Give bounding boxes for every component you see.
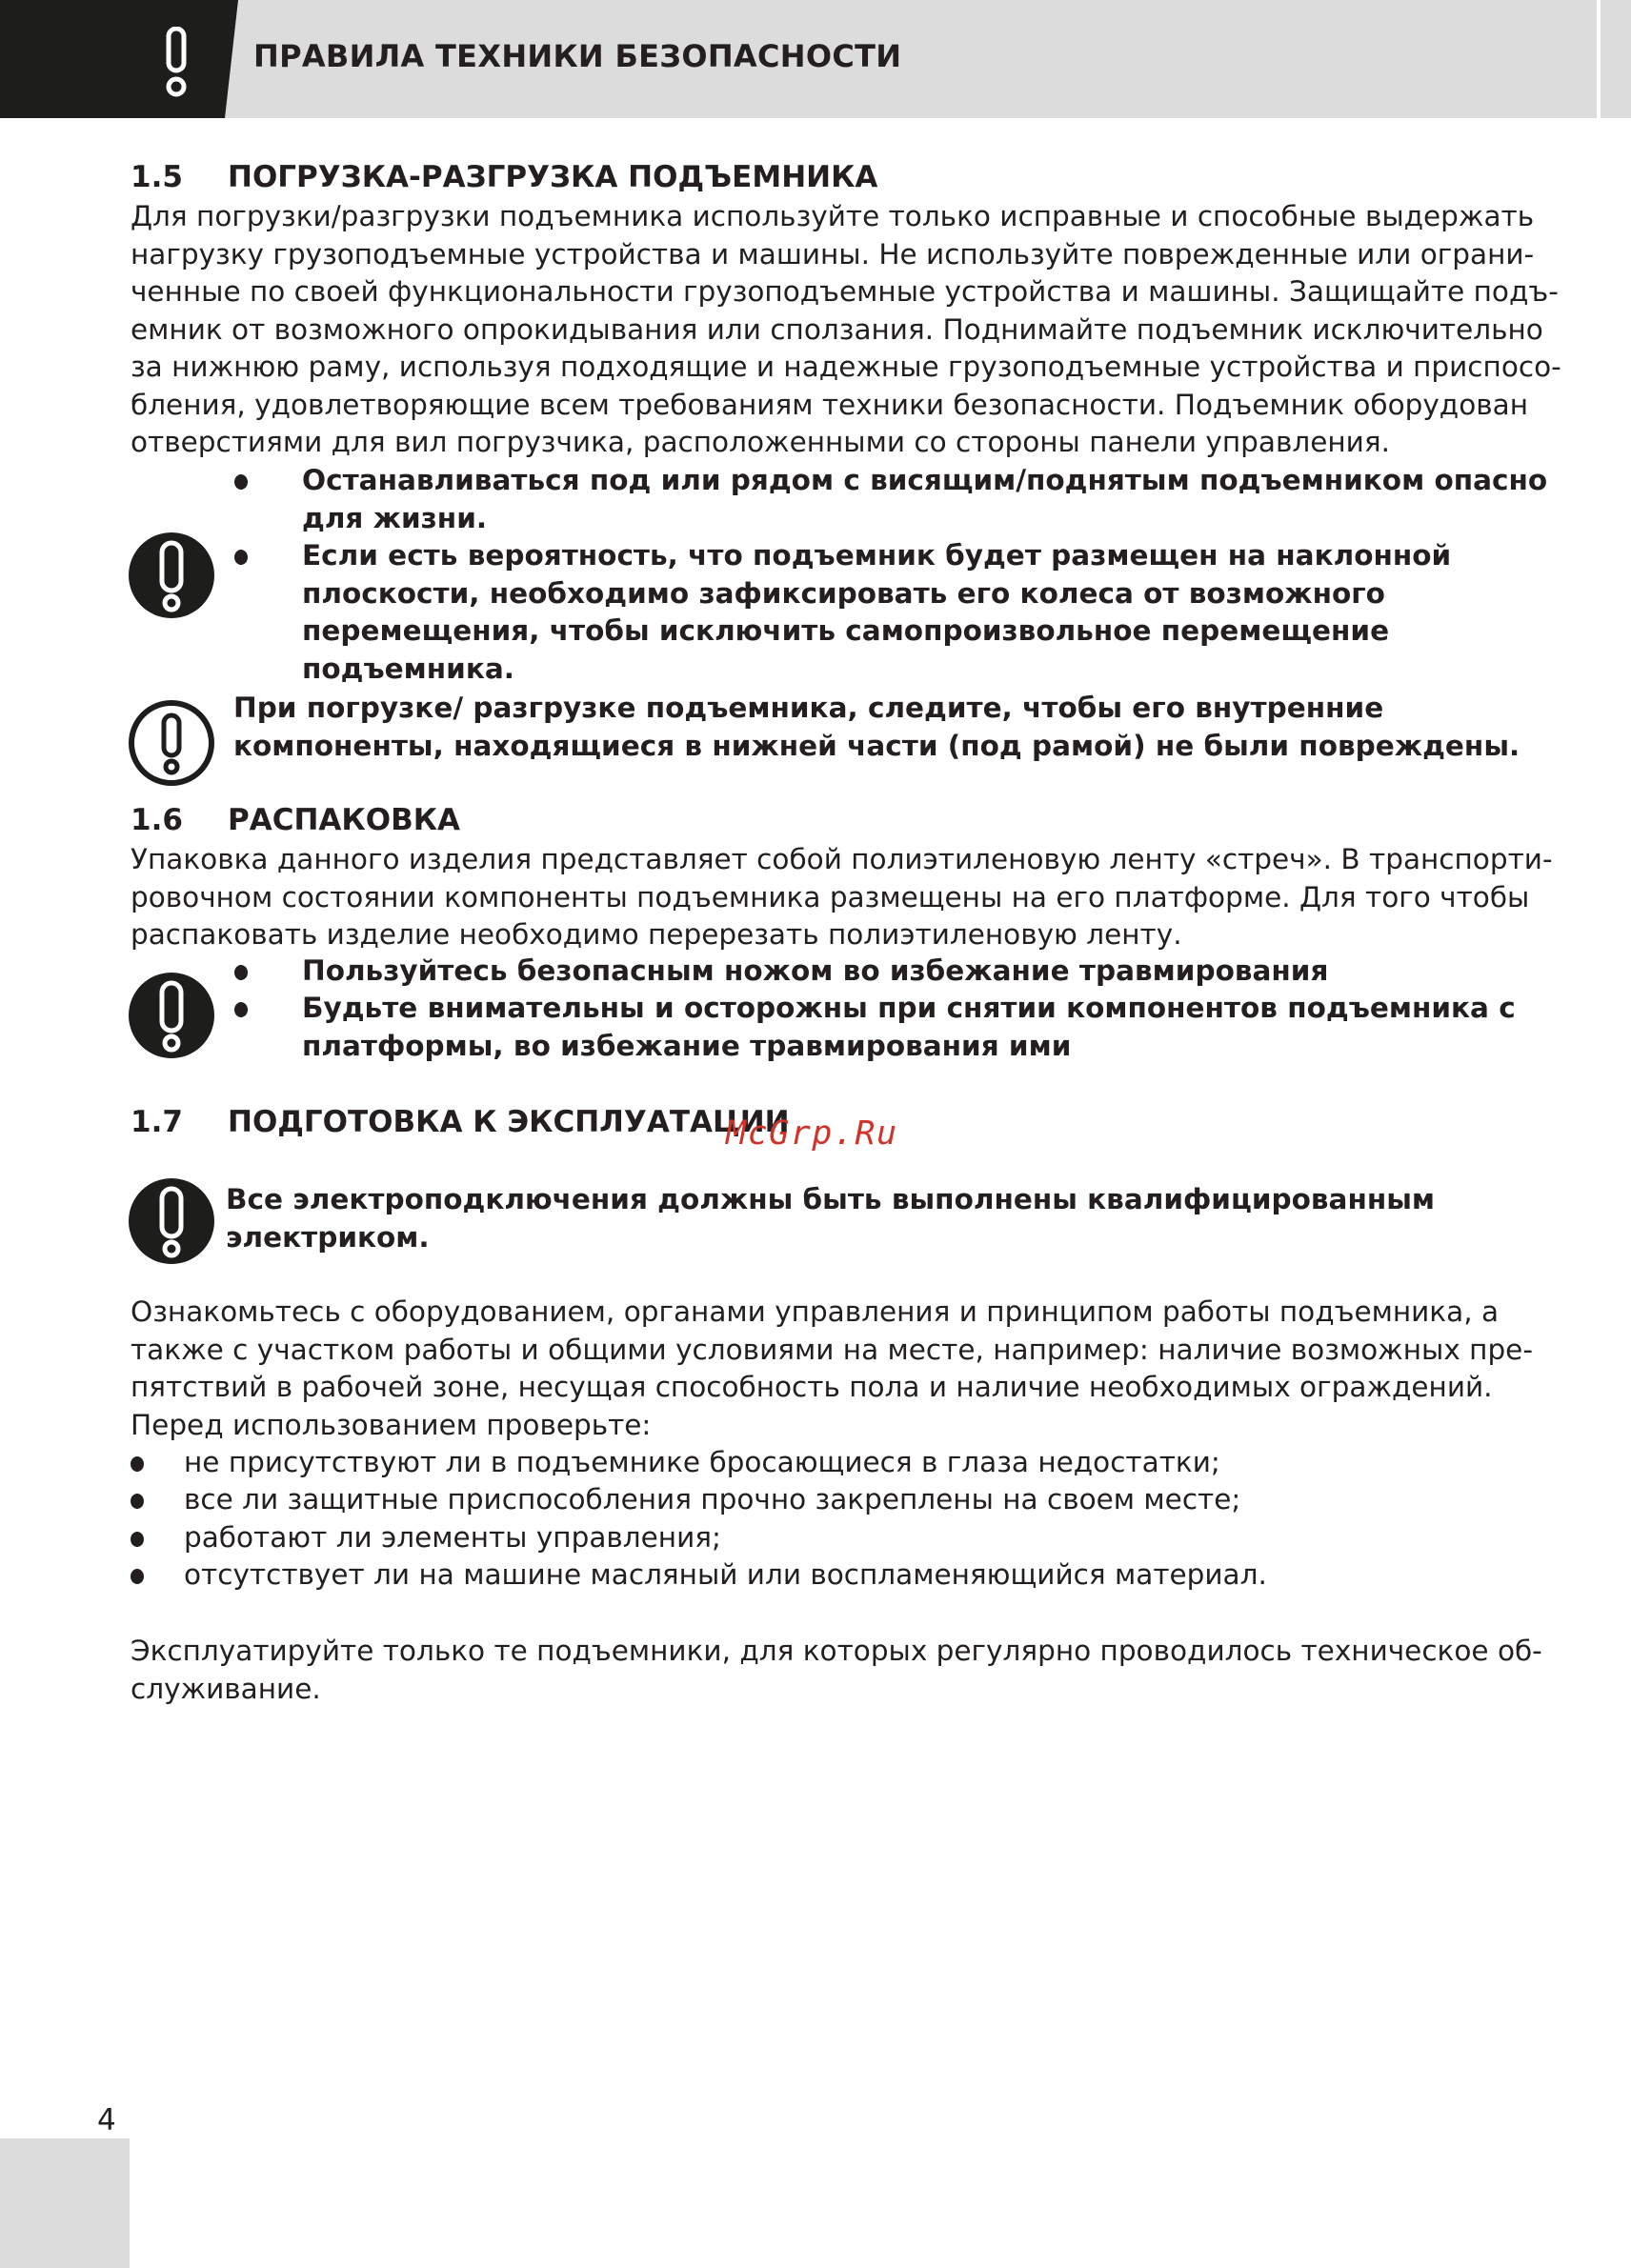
text-line: нагрузку грузоподъемные устройства и машины. Не используйте поврежденные или ограни-: [131, 237, 1535, 271]
caution-text: [233, 690, 1520, 765]
text-line: ченные по своей функциональности грузоподъемные устройства и машины. Защищайте подъ-: [131, 275, 1559, 308]
text-line: Перед использованием проверьте:: [131, 1408, 652, 1441]
warning-icon: [128, 532, 215, 619]
bullet-icon: [234, 550, 248, 565]
section-heading: ПОГРУЗКА-РАЗГРУЗКА ПОДЪЕМНИКА: [228, 160, 878, 194]
bullet-icon: [131, 1569, 144, 1584]
bullet-icon: [131, 1456, 144, 1472]
section-paragraph: [131, 1294, 1533, 1444]
page-header: [0, 0, 1631, 118]
text-line: электриком.: [226, 1220, 430, 1254]
checklist-item: не присутствуют ли в подъемнике бросающиеся в глаза недостатки;: [184, 1446, 1220, 1478]
section-heading: РАСПАКОВКА: [228, 803, 461, 837]
section-heading: ПОДГОТОВКА К ЭКСПЛУАТАЦИИ: [228, 1105, 790, 1139]
section-title-1-5: [131, 160, 877, 194]
bullet-icon: [234, 474, 248, 490]
text-line: платформы, во избежание травмирования ими: [302, 1029, 1072, 1062]
text-line: распаковать изделие необходимо перерезать полиэтиленовую ленту.: [131, 918, 1182, 951]
text-line: для жизни.: [302, 501, 488, 534]
warning-icon: [128, 972, 215, 1059]
header-black-tab: [0, 0, 238, 118]
text-line: плоскости, необходимо зафиксировать его колеса от возможного: [302, 576, 1385, 610]
caution-icon: [128, 699, 215, 787]
text-line: Эксплуатируйте только те подъемники, для которых регулярно проводилось техническое об-: [131, 1635, 1542, 1667]
watermark: McGrp.Ru: [726, 1114, 898, 1153]
warning-item: [302, 990, 1516, 1065]
page-number-tab: [0, 2138, 130, 2268]
text-line: Пользуйтесь безопасным ножом во избежание травмирования: [302, 954, 1329, 987]
bullet-icon: [131, 1532, 144, 1547]
section-paragraph: [131, 198, 1561, 462]
bullet-icon: [131, 1494, 144, 1509]
text-line: перемещения, чтобы исключить самопроизвольное перемещение: [302, 614, 1390, 647]
warning-icon: [128, 1177, 215, 1265]
text-line: Будьте внимательны и осторожны при снятии компонентов подъемника с: [302, 992, 1516, 1024]
checklist-item: отсутствует ли на машине масляный или воспламеняющийся материал.: [184, 1558, 1267, 1591]
warning-text: [226, 1181, 1435, 1256]
bullet-icon: [234, 965, 248, 980]
section-number: 1.5: [131, 160, 183, 194]
text-line: подъемника.: [302, 652, 514, 685]
warning-item: [302, 953, 1328, 991]
section-paragraph: [131, 841, 1553, 954]
section-number: 1.7: [131, 1105, 183, 1139]
text-line: отверстиями для вил погрузчика, расположенными со стороны панели управления.: [131, 426, 1390, 458]
section-title-1-6: [131, 803, 460, 837]
section-title-1-7: [131, 1105, 790, 1139]
text-line: компоненты, находящиеся в нижней части (под рамой) не были повреждены.: [233, 729, 1520, 762]
warning-item: [302, 537, 1451, 688]
checklist-item: работают ли элементы управления;: [184, 1521, 721, 1554]
closing-paragraph: [131, 1633, 1542, 1708]
header-title: ПРАВИЛА ТЕХНИКИ БЕЗОПАСНОСТИ: [253, 38, 902, 74]
text-line: Упаковка данного изделия представляет собой полиэтиленовую ленту «стреч». В транспорти-: [131, 843, 1553, 875]
warning-item: [302, 462, 1547, 537]
text-line: Останавливаться под или рядом с висящим/поднятым подъемником опасно: [302, 464, 1548, 496]
section-number: 1.6: [131, 803, 183, 837]
text-line: Для погрузки/разгрузки подъемника используйте только исправные и способные выдержать: [131, 200, 1535, 232]
text-line: за нижнюю раму, используя подходящие и надежные грузоподъемные устройства и приспосо-: [131, 351, 1561, 383]
page-number: 4: [97, 2103, 116, 2138]
text-line: Если есть вероятность, что подъемник будет размещен на наклонной: [302, 539, 1452, 572]
text-line: Ознакомьтесь с оборудованием, органами управления и принципом работы подъемника, а: [131, 1295, 1500, 1328]
exclamation-icon: [162, 27, 191, 101]
text-line: ровочном состоянии компоненты подъемника размещены на его платформе. Для того чтобы: [131, 880, 1530, 913]
bullet-icon: [234, 1002, 248, 1017]
text-line: емник от возможного опрокидывания или сползания. Поднимайте подъемник исключительно: [131, 312, 1543, 346]
text-line: служивание.: [131, 1672, 321, 1705]
text-line: бления, удовлетворяющие всем требованиям техники безопасности. Подъемник оборудован: [131, 388, 1528, 421]
text-line: также с участком работы и общими условиями на месте, например: наличие возможных пре-: [131, 1333, 1533, 1366]
header-divider: [1597, 0, 1601, 118]
checklist-item: все ли защитные приспособления прочно закреплены на своем месте;: [184, 1483, 1241, 1515]
text-line: Все электроподключения должны быть выполнены квалифицированным: [226, 1183, 1436, 1215]
text-line: пятствий в рабочей зоне, несущая способность пола и наличие необходимых ограждений.: [131, 1371, 1493, 1403]
text-line: При погрузке/ разгрузке подъемника, следите, чтобы его внутренние: [233, 692, 1384, 724]
